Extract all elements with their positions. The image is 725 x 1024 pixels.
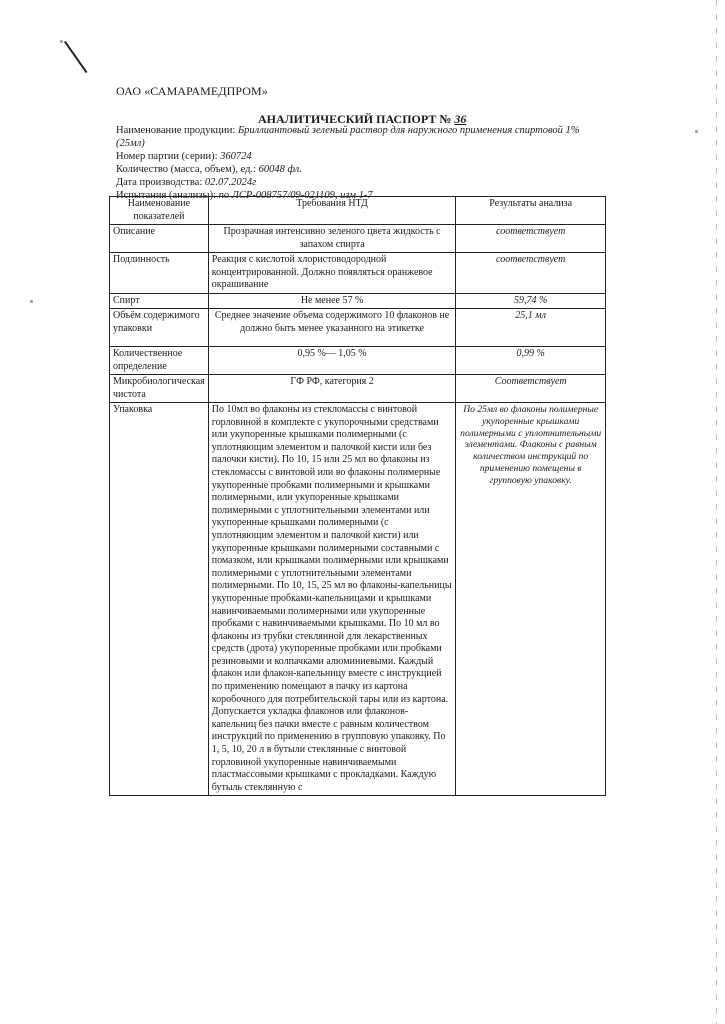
row-requirement: Прозрачная интенсивно зеленого цвета жидкость с запахом спирта <box>208 225 456 253</box>
tests-label: Испытания (анализы): <box>116 190 216 201</box>
scan-dot <box>60 40 63 43</box>
company-name: ОАО «САМАРАМЕДПРОМ» <box>116 84 268 98</box>
header-indicator: Наименование показателей <box>110 197 209 225</box>
title-number: 36 <box>454 112 467 126</box>
tests-value: по ЛСР-008757/09-021109, изм 1-7 <box>218 190 373 201</box>
analysis-table <box>109 196 606 796</box>
info-batch <box>116 150 606 163</box>
batch-label: Номер партии (серии): <box>116 151 218 162</box>
date-label: Дата производства: <box>116 177 203 188</box>
scan-dot <box>30 300 33 303</box>
row-name: Спирт <box>110 293 209 309</box>
table-row <box>110 375 606 403</box>
table-row <box>110 225 606 253</box>
packaging-result: По 25мл во флаконы полимерные укупоренные крышками полимерными с уплотнительными элементами. Флаконы с равным количеством инструкций по применению помещены в групповую упаковку. <box>456 403 606 796</box>
title-label: АНАЛИТИЧЕСКИЙ ПАСПОРТ № <box>258 112 452 126</box>
row-result: 0,99 % <box>456 347 606 375</box>
quantity-value: 60048 фл. <box>258 164 302 175</box>
row-name: Подлинность <box>110 253 209 294</box>
table-row <box>110 347 606 375</box>
row-requirement: Среднее значение объема содержимого 10 флаконов не должно быть менее указанного на этикетке <box>208 309 456 347</box>
row-result: 59,74 % <box>456 293 606 309</box>
quantity-label: Количество (масса, объем), ед.: <box>116 164 256 175</box>
scan-dot <box>695 130 698 133</box>
product-label: Наименование продукции: <box>116 125 236 136</box>
row-name: Объём содержимого упаковки <box>110 309 209 347</box>
row-requirement: 0,95 %— 1,05 % <box>208 347 456 375</box>
date-value: 02.07.2024г <box>204 177 257 188</box>
row-result: соответствует <box>456 253 606 294</box>
table-row <box>110 309 606 347</box>
table-row <box>110 293 606 309</box>
info-date <box>116 176 606 189</box>
product-value: Бриллиантовый зеленый раствор для наружного применения спиртовой 1% (25мл) <box>116 125 580 149</box>
row-result: Соответствует <box>456 375 606 403</box>
header-requirement: Требования НТД <box>208 197 456 225</box>
scan-edge <box>716 0 717 1024</box>
row-requirement: Реакция с кислотой хлористоводородной концентрированной. Должно появляться оранжевое окрашивание <box>208 253 456 294</box>
scan-mark <box>64 41 87 73</box>
table-header-row <box>110 197 606 225</box>
table-row-packaging <box>110 403 606 796</box>
table-row <box>110 253 606 294</box>
row-result: 25,1 мл <box>456 309 606 347</box>
batch-value: 360724 <box>220 151 252 162</box>
product-info <box>116 124 606 202</box>
row-requirement: Не менее 57 % <box>208 293 456 309</box>
row-name: Микробиологическая чистота <box>110 375 209 403</box>
info-product <box>116 124 606 150</box>
row-name: Упаковка <box>110 403 209 796</box>
row-result: соответствует <box>456 225 606 253</box>
row-name: Количественное определение <box>110 347 209 375</box>
info-quantity <box>116 163 606 176</box>
packaging-requirement: По 10мл во флаконы из стекломассы с винтовой горловиной в комплекте с укупорочными средствами или укупоренные крышками полимерными (с уплотняющим элементом и палочкой кисти или без палочки кисти). По 10, 15 или 25 мл во флаконы из стекломассы с винтовой или во флаконы полимерные укупоренные пробками полимерными и крышками полимерными, или укупоренные крышками полимерными с уплотнительными элементами или укупоренные крышками полимерными (с уплотняющим элементом и палочкой кисти) или укупоренные крышками полимерными составными с помазком, или крышками полимерными или крышками полимерными с уплотнительными элементами полимерными. По 10, 15, 25 мл во флаконы-капельницы укупоренные пробками-капельницами и крышками навинчиваемыми полимерными или укупоренные пробками с навинчиваемыми крышками. По 10 мл во флаконы из трубки стеклянной для лекарственных средств (дрота) укупоренные пробками или пробками резиновыми и колпачками алюминиевыми. Каждый флакон или флакон-капельницу вместе с инструкцией по применению помещают в пачку из картона коробочного для потребительской тары или из картона. Допускается укладка флаконов или флаконов-капельниц без пачки вместе с равным количеством инструкций по применению в групповую упаковку. По 1, 5, 10, 20 л в бутыли стеклянные с винтовой горловиной укупоренные навинчиваемыми пластмассовыми крышками с прокладками. Каждую бутыль стеклянную с <box>208 403 456 796</box>
row-name: Описание <box>110 225 209 253</box>
row-requirement: ГФ РФ, категория 2 <box>208 375 456 403</box>
header-result: Результаты анализа <box>456 197 606 225</box>
